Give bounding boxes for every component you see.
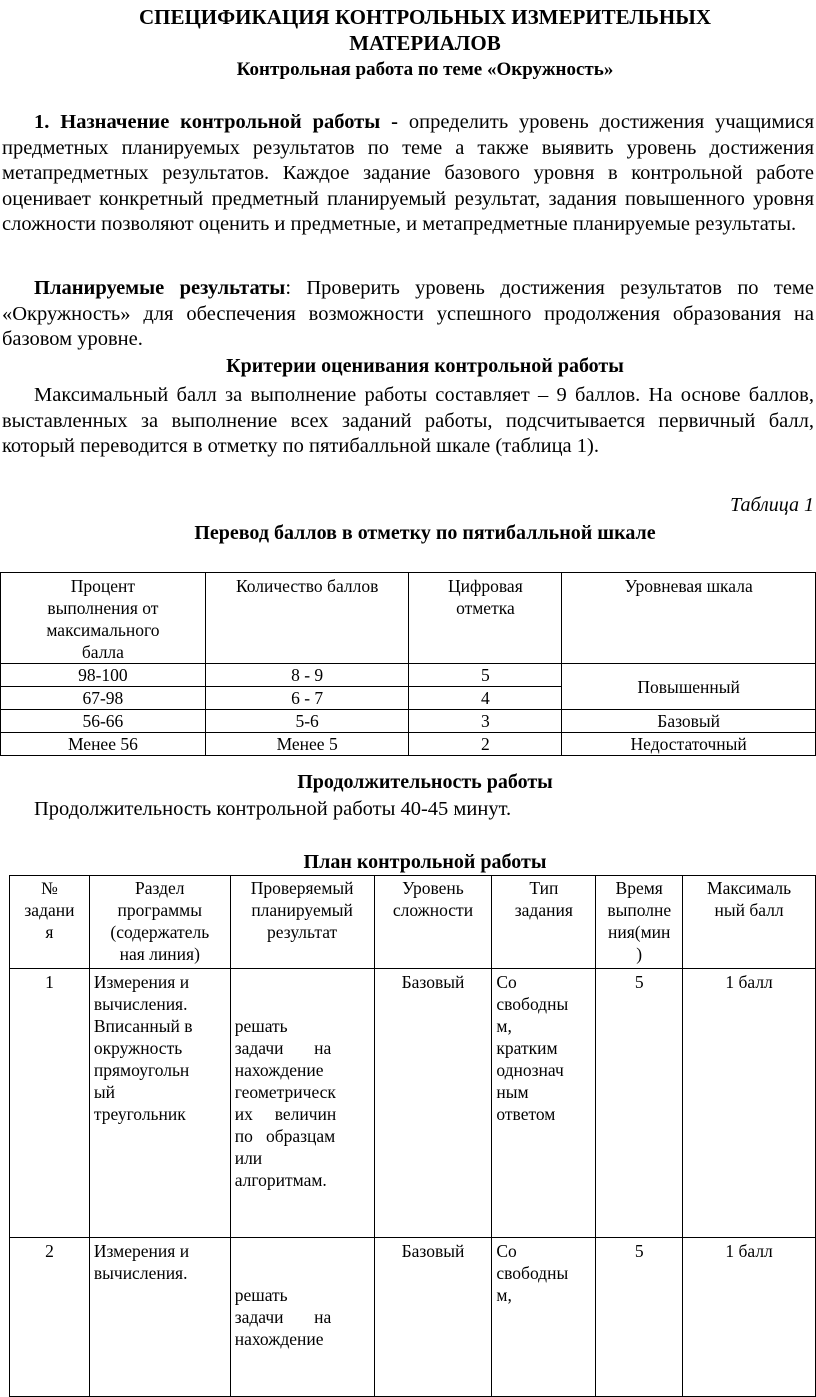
cell-result: решать задачи на нахождение [230,1238,374,1397]
cell-percent: Менее 56 [1,733,206,756]
duration-heading: Продолжительность работы [297,771,553,793]
cell-task-number: 1 [10,969,90,1238]
cell-task-type: Со свободны м, [492,1238,596,1397]
cell-max-score: 1 балл [683,1238,816,1397]
doc-title [0,4,816,56]
cell-grade: 4 [409,687,562,710]
cell-level: Повышенный [562,664,816,710]
cell-section: Измерения и вычисления. [89,1238,230,1397]
header-level: Уровневая шкала [562,573,816,664]
header-section: Раздел программы (содержатель ная линия) [89,876,230,969]
cell-max-score: 1 балл [683,969,816,1238]
cell-points: Менее 5 [205,733,409,756]
planned-paragraph [2,276,814,353]
work-plan-table [9,875,816,1397]
header-time: Время выполне ния(мин ) [596,876,683,969]
cell-level: Недостаточный [562,733,816,756]
cell-result: решать задачи на нахождение геометрическ их величин по образцам или алгоритмам. [230,969,374,1238]
cell-grade: 3 [409,710,562,733]
cell-time: 5 [596,969,683,1238]
cell-task-number: 2 [10,1238,90,1397]
plan-heading: План контрольной работы [303,851,547,873]
doc-subtitle: Контрольная работа по теме «Окружность» [236,59,614,80]
header-task-number: № задани я [10,876,90,969]
doc-title-line1: СПЕЦИФИКАЦИЯ КОНТРОЛЬНЫХ ИЗМЕРИТЕЛЬНЫХ [138,5,712,29]
table-reference: Таблица 1 [730,494,814,516]
cell-percent: 98-100 [1,664,206,687]
cell-points: 6 - 7 [205,687,409,710]
header-task-type: Тип задания [492,876,596,969]
header-grade: Цифровая отметка [409,573,562,664]
doc-title-line2: МАТЕРИАЛОВ [349,31,501,55]
criteria-paragraph: Максимальный балл за выполнение работы составляет – 9 баллов. На основе баллов, выставленных за выполнение всех заданий работы, подсчитывается первичный балл, который переводится в отметку по пятибалльной шкале (таблица 1). [2,384,814,457]
cell-level: Базовый [562,710,816,733]
cell-grade: 2 [409,733,562,756]
table-row [10,969,816,1238]
table-row [1,664,816,687]
criteria-heading: Критерии оценивания контрольной работы [226,355,624,377]
table-row [1,733,816,756]
table-row [10,1238,816,1397]
planned-text: : Проверить уровень достижения результатов по теме «Окружность» для обеспечения возможности успешного продолжения образования на базовом уровне. [2,277,815,350]
header-result: Проверяемый планируемый результат [230,876,374,969]
cell-points: 5-6 [205,710,409,733]
header-max-score: Максималь ный балл [683,876,816,969]
cell-time: 5 [596,1238,683,1397]
cell-percent: 67-98 [1,687,206,710]
table-header-row [10,876,816,969]
cell-difficulty: Базовый [374,1238,492,1397]
cell-percent: 56-66 [1,710,206,733]
purpose-paragraph [2,110,814,238]
header-percent: Процент выполнения от максимального балла [1,573,206,664]
cell-section: Измерения и вычисления. Вписанный в окружность прямоугольн ый треугольник [89,969,230,1238]
table-header-row [1,573,816,664]
cell-task-type: Со свободны м, кратким однознач ным ответом [492,969,596,1238]
grade-conversion-table [0,572,816,756]
table-row [1,710,816,733]
planned-label: Планируемые результаты [34,277,286,299]
header-points: Количество баллов [205,573,409,664]
cell-points: 8 - 9 [205,664,409,687]
cell-difficulty: Базовый [374,969,492,1238]
header-difficulty: Уровень сложности [374,876,492,969]
purpose-text: определить уровень достижения учащимися предметных планируемых результатов по теме а также выявить уровень достижения метапредметных результатов. Каждое задание базового уровня в контрольной работе оценивает конкретный предметный планируемый результат, задания повышенного уровня сложности позволяют оценить и предметные, и метапредметные планируемые результаты. [2,111,814,235]
table1-heading: Перевод баллов в отметку по пятибалльной шкале [194,522,656,544]
duration-text: Продолжительность контрольной работы 40-45 минут. [34,798,512,820]
cell-grade: 5 [409,664,562,687]
purpose-label: 1. Назначение контрольной работы - [34,111,398,133]
